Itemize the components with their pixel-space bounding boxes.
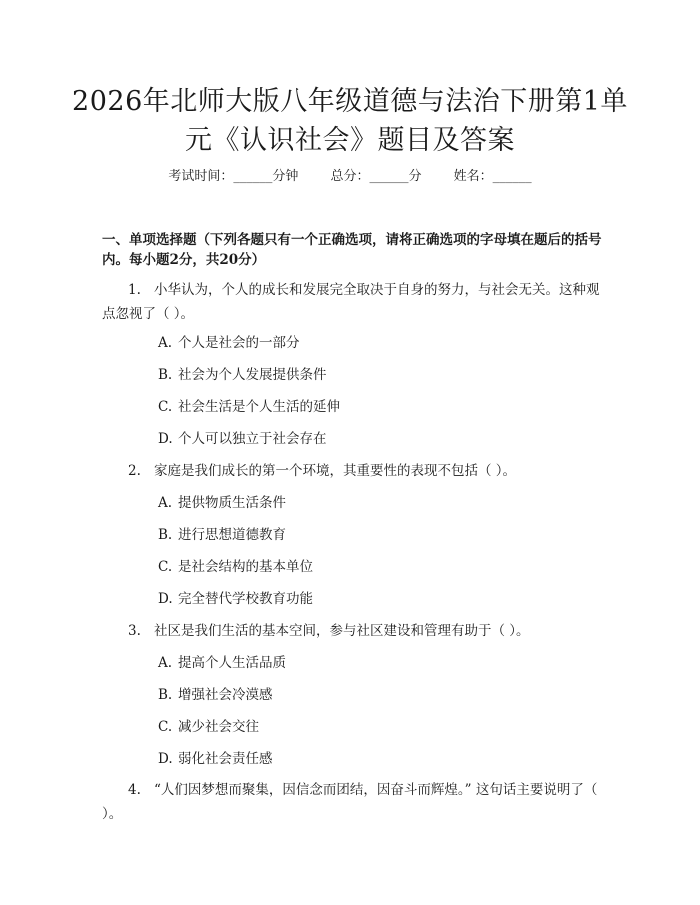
option-text: 减少社会交往 xyxy=(178,719,259,735)
question-text: 小华认为，个人的成长和发展完全取决于自身的努力，与社会无关。这种观点忽视了（ ）。 xyxy=(102,282,600,322)
option-letter: C. xyxy=(158,399,173,415)
exam-score: 总分：______分 xyxy=(330,169,422,184)
option-text: 社会生活是个人生活的延伸 xyxy=(178,399,340,415)
option-text: 提高个人生活品质 xyxy=(178,655,286,671)
question-text: 家庭是我们成长的第一个环境，其重要性的表现不包括（ ）。 xyxy=(154,463,517,479)
exam-time: 考试时间：______分钟 xyxy=(168,169,299,184)
option-letter: B. xyxy=(158,527,173,543)
document-title: 2026年北师大版八年级道德与法治下册第1单元《认识社会》题目及答案 xyxy=(72,86,628,156)
option-text: 增强社会冷漠感 xyxy=(178,687,273,703)
option-text: 完全替代学校教育功能 xyxy=(178,591,313,607)
option-letter: A. xyxy=(158,335,173,351)
option-letter: B. xyxy=(158,367,173,383)
option-letter: D. xyxy=(158,591,173,607)
question-2 xyxy=(102,459,604,483)
option-letter: D. xyxy=(158,751,173,767)
question-1-option-d xyxy=(158,430,327,448)
question-number: 1. xyxy=(128,282,141,298)
option-letter: D. xyxy=(158,431,173,447)
question-4 xyxy=(102,778,604,826)
question-2-option-d xyxy=(158,590,313,608)
option-text: 进行思想道德教育 xyxy=(178,527,286,543)
option-text: 弱化社会责任感 xyxy=(178,751,273,767)
question-3-option-b xyxy=(158,686,273,704)
section-heading: 一、单项选择题（下列各题只有一个正确选项，请将正确选项的字母填在题后的括号内。每小题2分，共20分） xyxy=(102,232,602,268)
option-text: 个人可以独立于社会存在 xyxy=(178,431,327,447)
question-2-option-b xyxy=(158,526,286,544)
question-1-option-c xyxy=(158,398,340,416)
option-text: 提供物质生活条件 xyxy=(178,495,286,511)
option-letter: C. xyxy=(158,719,173,735)
exam-meta xyxy=(0,168,700,186)
question-number: 2. xyxy=(128,463,141,479)
option-letter: A. xyxy=(158,495,173,511)
option-text: 个人是社会的一部分 xyxy=(178,335,300,351)
option-letter: A. xyxy=(158,655,173,671)
question-2-option-a xyxy=(158,494,286,512)
question-number: 3. xyxy=(128,623,141,639)
question-1-option-b xyxy=(158,366,327,384)
option-text: 社会为个人发展提供条件 xyxy=(178,367,327,383)
student-name: 姓名：______ xyxy=(453,169,532,184)
question-3 xyxy=(102,619,604,643)
question-1-option-a xyxy=(158,334,300,352)
question-1 xyxy=(102,278,604,326)
question-3-option-a xyxy=(158,654,286,672)
option-text: 是社会结构的基本单位 xyxy=(178,559,313,575)
question-number: 4. xyxy=(128,782,141,798)
option-letter: C. xyxy=(158,559,173,575)
question-3-option-d xyxy=(158,750,273,768)
question-text: “人们因梦想而聚集，因信念而团结，因奋斗而辉煌。” 这句话主要说明了（ ）。 xyxy=(102,782,598,822)
question-2-option-c xyxy=(158,558,313,576)
question-3-option-c xyxy=(158,718,259,736)
question-text: 社区是我们生活的基本空间，参与社区建设和管理有助于（ ）。 xyxy=(154,623,530,639)
option-letter: B. xyxy=(158,687,173,703)
